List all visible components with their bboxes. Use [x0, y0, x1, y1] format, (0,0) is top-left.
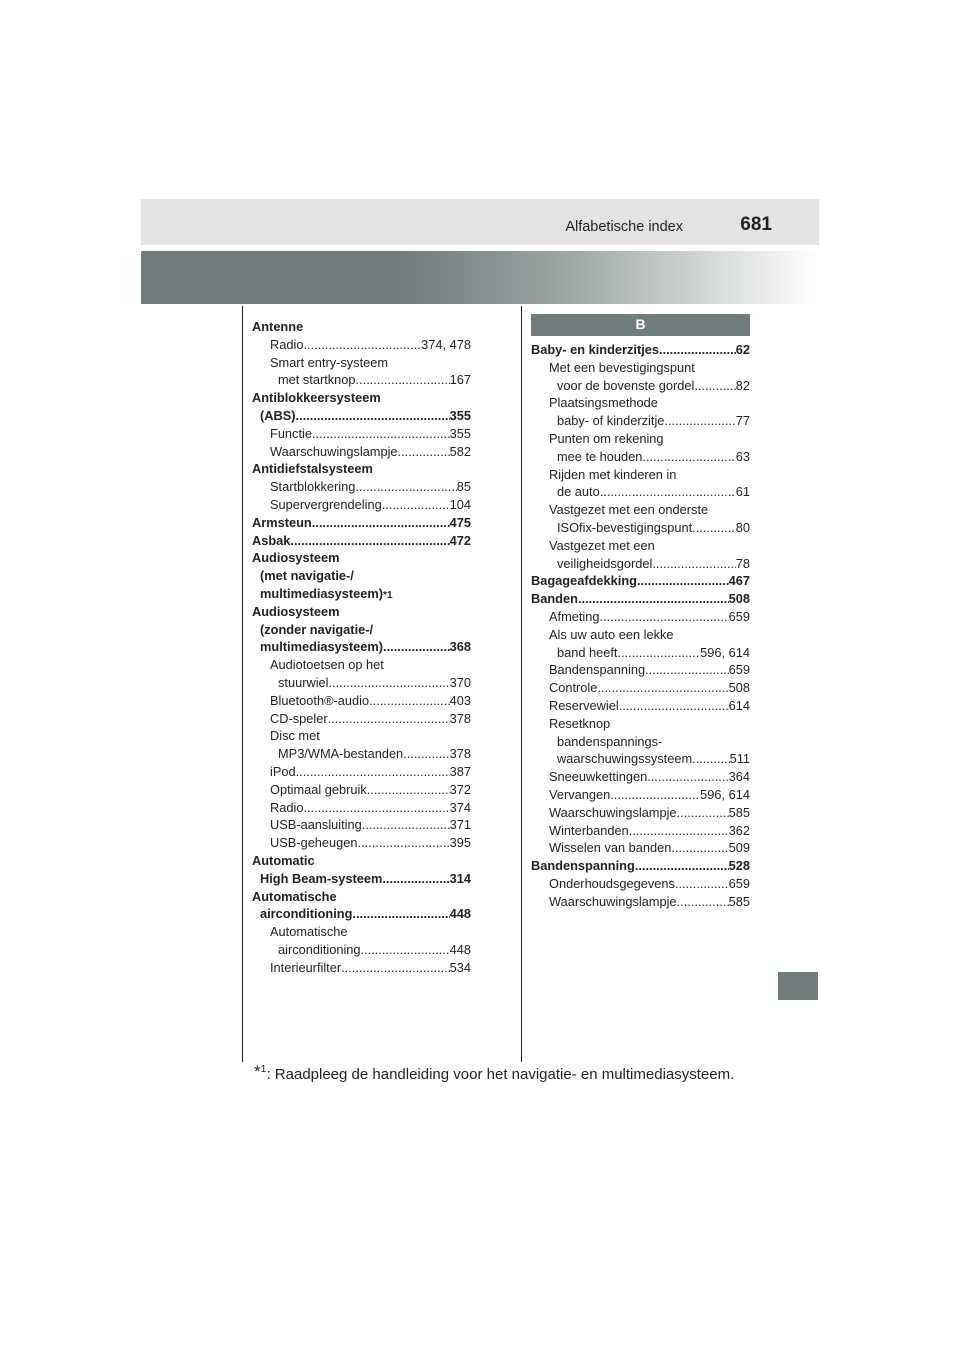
- index-entry: [531, 857, 750, 875]
- page-reference: 659: [728, 875, 750, 891]
- page-reference: 85: [456, 479, 471, 495]
- dot-leader: [358, 834, 450, 852]
- index-term: iPod: [270, 763, 296, 779]
- dot-leader: [645, 661, 729, 679]
- dot-leader: [677, 804, 729, 822]
- index-entry: [252, 336, 471, 354]
- index-term: Antiblokkeersysteem: [252, 390, 381, 406]
- page-reference: 80: [735, 519, 750, 535]
- dot-leader: [290, 532, 449, 550]
- index-entry: [252, 763, 471, 781]
- page-reference: 82: [735, 377, 750, 393]
- page-reference: 467: [728, 573, 750, 589]
- index-entry: [252, 318, 471, 336]
- index-term: bandenspannings-: [557, 733, 663, 749]
- page-reference: 77: [735, 413, 750, 429]
- index-term: Controle: [549, 680, 598, 696]
- index-entry: [531, 572, 750, 590]
- header-title: Alfabetische index: [565, 219, 683, 235]
- page-reference: 395: [449, 835, 471, 851]
- page-reference: 511: [729, 751, 750, 767]
- index-term: Functie: [270, 425, 312, 441]
- page-reference: 368: [449, 639, 471, 655]
- index-term: Met een bevestigingspunt: [549, 359, 695, 375]
- footnote: [254, 1062, 734, 1083]
- dot-leader: [341, 959, 450, 977]
- dot-leader: [652, 555, 735, 573]
- index-term: Waarschuwingslampje: [270, 443, 398, 459]
- index-entry: [531, 590, 750, 608]
- index-entry: [252, 834, 471, 852]
- page-number: 681: [740, 214, 772, 235]
- page-reference: 614: [728, 697, 750, 713]
- index-term: mee te houden: [557, 448, 643, 464]
- index-entry: [531, 839, 750, 857]
- dot-leader: [618, 644, 701, 662]
- dot-leader: [303, 799, 449, 817]
- index-entry: [252, 443, 471, 461]
- page-reference: 596, 614: [700, 644, 750, 660]
- index-term: Rijden met kinderen in: [549, 466, 677, 482]
- dot-leader: [403, 745, 449, 763]
- index-term: Banden: [531, 591, 578, 607]
- index-entry: [252, 532, 471, 550]
- index-term: Waarschuwingslampje: [549, 804, 677, 820]
- page-reference: 355: [449, 425, 471, 441]
- page-reference: 475: [449, 514, 471, 530]
- page-reference: 314: [449, 870, 471, 886]
- index-term: waarschuwingssysteem: [557, 751, 693, 767]
- page-reference: 372: [449, 781, 471, 797]
- index-entry: [531, 875, 750, 893]
- dot-leader: [629, 822, 729, 840]
- page-reference: 378: [449, 710, 471, 726]
- index-term: Als uw auto een lekke: [549, 626, 674, 642]
- dot-leader: [692, 519, 736, 537]
- page-reference: 104: [449, 496, 471, 512]
- index-entry: [252, 692, 471, 710]
- index-column-left: [252, 318, 471, 976]
- index-term: (met navigatie-/: [260, 568, 354, 584]
- section-header-b: B: [531, 314, 750, 336]
- index-term: Interieurfilter: [270, 959, 342, 975]
- index-term: Vervangen: [549, 786, 611, 802]
- index-term: Disc met: [270, 728, 320, 744]
- page-reference: 378: [449, 746, 471, 762]
- index-entry: [252, 888, 471, 924]
- index-term: CD-speler: [270, 710, 328, 726]
- index-term: Waarschuwingslampje: [549, 893, 677, 909]
- index-entry: [531, 715, 750, 768]
- dot-leader: [675, 875, 729, 893]
- dot-leader: [578, 590, 729, 608]
- page-reference: 509: [728, 840, 750, 856]
- index-entry: [252, 959, 471, 977]
- index-entry: [531, 501, 750, 537]
- page-reference: 362: [728, 822, 750, 838]
- page-reference: 508: [728, 591, 750, 607]
- index-entry: [252, 727, 471, 763]
- index-term: Onderhoudsgegevens: [549, 875, 675, 891]
- index-term: (zonder navigatie-/: [260, 621, 374, 637]
- dot-leader: [619, 697, 729, 715]
- dot-leader: [398, 443, 450, 461]
- page-reference: 355: [449, 407, 471, 423]
- dot-leader: [312, 514, 450, 532]
- page-reference: 62: [735, 342, 750, 357]
- index-term: High Beam-systeem: [260, 870, 383, 886]
- index-term: Supervergrendeling: [270, 496, 382, 512]
- index-term: Bluetooth®-audio: [270, 692, 370, 708]
- page-reference: 387: [449, 763, 471, 779]
- index-term: de auto: [557, 484, 600, 500]
- index-term: Resetknop: [549, 715, 611, 731]
- index-term: Bagageafdekking: [531, 573, 637, 589]
- index-term: Reservewiel: [549, 697, 619, 713]
- index-term: Vastgezet met een onderste: [549, 502, 709, 518]
- index-entry: [531, 679, 750, 697]
- dot-leader: [328, 710, 450, 728]
- index-entry: [531, 786, 750, 804]
- header-band: [141, 251, 819, 304]
- column-divider-left: [242, 306, 243, 1062]
- page-reference: 374, 478: [421, 336, 471, 352]
- page-reference: 364: [728, 769, 750, 785]
- index-term: Optimaal gebruik: [270, 781, 367, 797]
- page-reference: 374: [449, 799, 471, 815]
- index-term: Sneeuwkettingen: [549, 769, 648, 785]
- dot-leader: [647, 768, 728, 786]
- index-term: Plaatsingsmethode: [549, 395, 658, 411]
- page-reference: 371: [449, 817, 471, 833]
- page-reference: 596, 614: [700, 786, 750, 802]
- index-term: multimediasysteem): [260, 639, 384, 655]
- index-term: (ABS): [260, 407, 296, 423]
- page-reference: 448: [449, 906, 471, 922]
- index-entry: [252, 514, 471, 532]
- dot-leader: [383, 638, 450, 656]
- index-entry: [531, 608, 750, 626]
- dot-leader: [361, 941, 450, 959]
- index-term: Afmeting: [549, 608, 600, 624]
- page-reference: 585: [728, 804, 750, 820]
- index-term: airconditioning: [260, 906, 353, 922]
- dot-leader: [352, 905, 449, 923]
- page-reference: 528: [728, 858, 750, 874]
- index-term: MP3/WMA-bestanden: [278, 746, 404, 762]
- index-entry: [252, 816, 471, 834]
- dot-leader: [329, 674, 450, 692]
- index-term: voor de bovenste gordel: [557, 377, 695, 393]
- index-term: Wisselen van banden: [549, 840, 672, 856]
- dot-leader: [671, 839, 728, 857]
- dot-leader: [610, 786, 700, 804]
- dot-leader: [642, 448, 735, 466]
- page-reference: 472: [449, 532, 471, 548]
- index-term: baby- of kinderzitje: [557, 413, 665, 429]
- page-reference: 534: [449, 959, 471, 975]
- dot-leader: [694, 377, 735, 395]
- dot-leader: [362, 816, 450, 834]
- page-reference: 63: [735, 448, 750, 464]
- index-term: Automatische: [252, 888, 337, 904]
- index-term: Smart entry-systeem: [270, 354, 389, 370]
- index-term: Audiotoetsen op het: [270, 657, 384, 673]
- index-entry: [531, 430, 750, 466]
- index-entry: [531, 661, 750, 679]
- index-entry: [531, 466, 750, 502]
- index-term: band heeft: [557, 644, 618, 660]
- page-reference: 659: [728, 608, 750, 624]
- index-column-right: [531, 318, 750, 911]
- page-reference: 585: [728, 893, 750, 909]
- index-entry: [531, 537, 750, 573]
- index-entry: [252, 389, 471, 425]
- page-reference: 370: [449, 674, 471, 690]
- index-entry: [252, 603, 471, 656]
- index-term: USB-geheugen: [270, 835, 358, 851]
- index-entry: [531, 697, 750, 715]
- index-entry: Audiosysteem (met navigatie-/ multimediasysteem) *1: [252, 550, 393, 601]
- dot-leader: [600, 608, 729, 626]
- page-header: [141, 199, 819, 245]
- index-entry: [531, 341, 750, 359]
- index-entry: [531, 804, 750, 822]
- index-term: Startblokkering: [270, 479, 356, 495]
- dot-leader: [664, 412, 735, 430]
- dot-leader: [635, 857, 729, 875]
- footnote-number: 1: [260, 1063, 267, 1075]
- index-entry: [531, 359, 750, 395]
- dot-leader: [296, 407, 450, 425]
- index-entry: [252, 923, 471, 959]
- dot-leader: [597, 679, 728, 697]
- footnote-marker: *: [254, 1062, 261, 1081]
- index-entry: [252, 852, 471, 888]
- index-term: Bandenspanning: [549, 662, 646, 678]
- index-term: Audiosysteem: [252, 550, 340, 566]
- dot-leader: [312, 425, 450, 443]
- index-term: Bandenspanning: [531, 858, 635, 874]
- dot-leader: [677, 893, 729, 911]
- dot-leader: [659, 341, 736, 359]
- index-term: USB-aansluiting: [270, 817, 362, 833]
- index-term: Winterbanden: [549, 822, 629, 838]
- dot-leader: [367, 781, 450, 799]
- page-reference: 403: [449, 692, 471, 708]
- index-term: ISOfix-bevestigingspunt: [557, 519, 693, 535]
- dot-leader: [600, 483, 736, 501]
- index-entry: [252, 354, 471, 390]
- index-entry: [531, 822, 750, 840]
- index-entry: [252, 781, 471, 799]
- index-entry: [252, 460, 471, 478]
- page-reference: 167: [449, 372, 471, 388]
- index-term: Automatische: [270, 924, 348, 940]
- index-term: Punten om rekening: [549, 430, 664, 446]
- index-term: Vastgezet met een: [549, 537, 655, 553]
- index-term: Audiosysteem: [252, 603, 340, 619]
- page-reference: 659: [728, 662, 750, 678]
- dot-leader: [382, 870, 449, 888]
- index-entry: [531, 893, 750, 911]
- page-reference: 508: [728, 680, 750, 696]
- dot-leader: [382, 496, 450, 514]
- index-term: airconditioning: [278, 941, 361, 957]
- index-term: Antidiefstalsysteem: [252, 461, 373, 477]
- page-reference: 78: [735, 555, 750, 571]
- index-term: Radio: [270, 336, 304, 352]
- dot-leader: [296, 763, 450, 781]
- dot-leader: [637, 572, 729, 590]
- dot-leader: [369, 692, 450, 710]
- dot-leader: [692, 750, 729, 768]
- page-reference: 61: [735, 484, 750, 500]
- index-entry: [252, 799, 471, 817]
- index-term: Baby- en kinderzitjes: [531, 342, 660, 357]
- index-term: Armsteun: [252, 514, 312, 530]
- index-entry: [252, 496, 471, 514]
- index-term: Asbak: [252, 532, 291, 548]
- index-entry: [531, 394, 750, 430]
- dot-leader: [303, 336, 421, 354]
- index-entry: [252, 656, 471, 692]
- index-entry: [252, 425, 471, 443]
- footnote-text: : Raadpleeg de handleiding voor het navigatie- en multimediasysteem.: [266, 1066, 735, 1083]
- index-entry: [252, 478, 471, 496]
- thumb-index-tab: [778, 972, 818, 1000]
- dot-leader: [356, 371, 450, 389]
- index-entry: [252, 710, 471, 728]
- index-entry: [531, 768, 750, 786]
- dot-leader: [355, 478, 456, 496]
- index-term: veiligheidsgordel: [557, 555, 653, 571]
- index-term: Antenne: [252, 319, 304, 334]
- index-term: Automatic: [252, 852, 315, 868]
- page-reference: 448: [449, 941, 471, 957]
- page-reference: 582: [449, 443, 471, 459]
- column-divider-middle: [521, 306, 522, 1062]
- index-term: met startknop: [278, 372, 356, 388]
- index-term: multimediasysteem): [260, 585, 384, 601]
- index-term: stuurwiel: [278, 674, 329, 690]
- index-term: Radio: [270, 799, 304, 815]
- index-entry: [531, 626, 750, 662]
